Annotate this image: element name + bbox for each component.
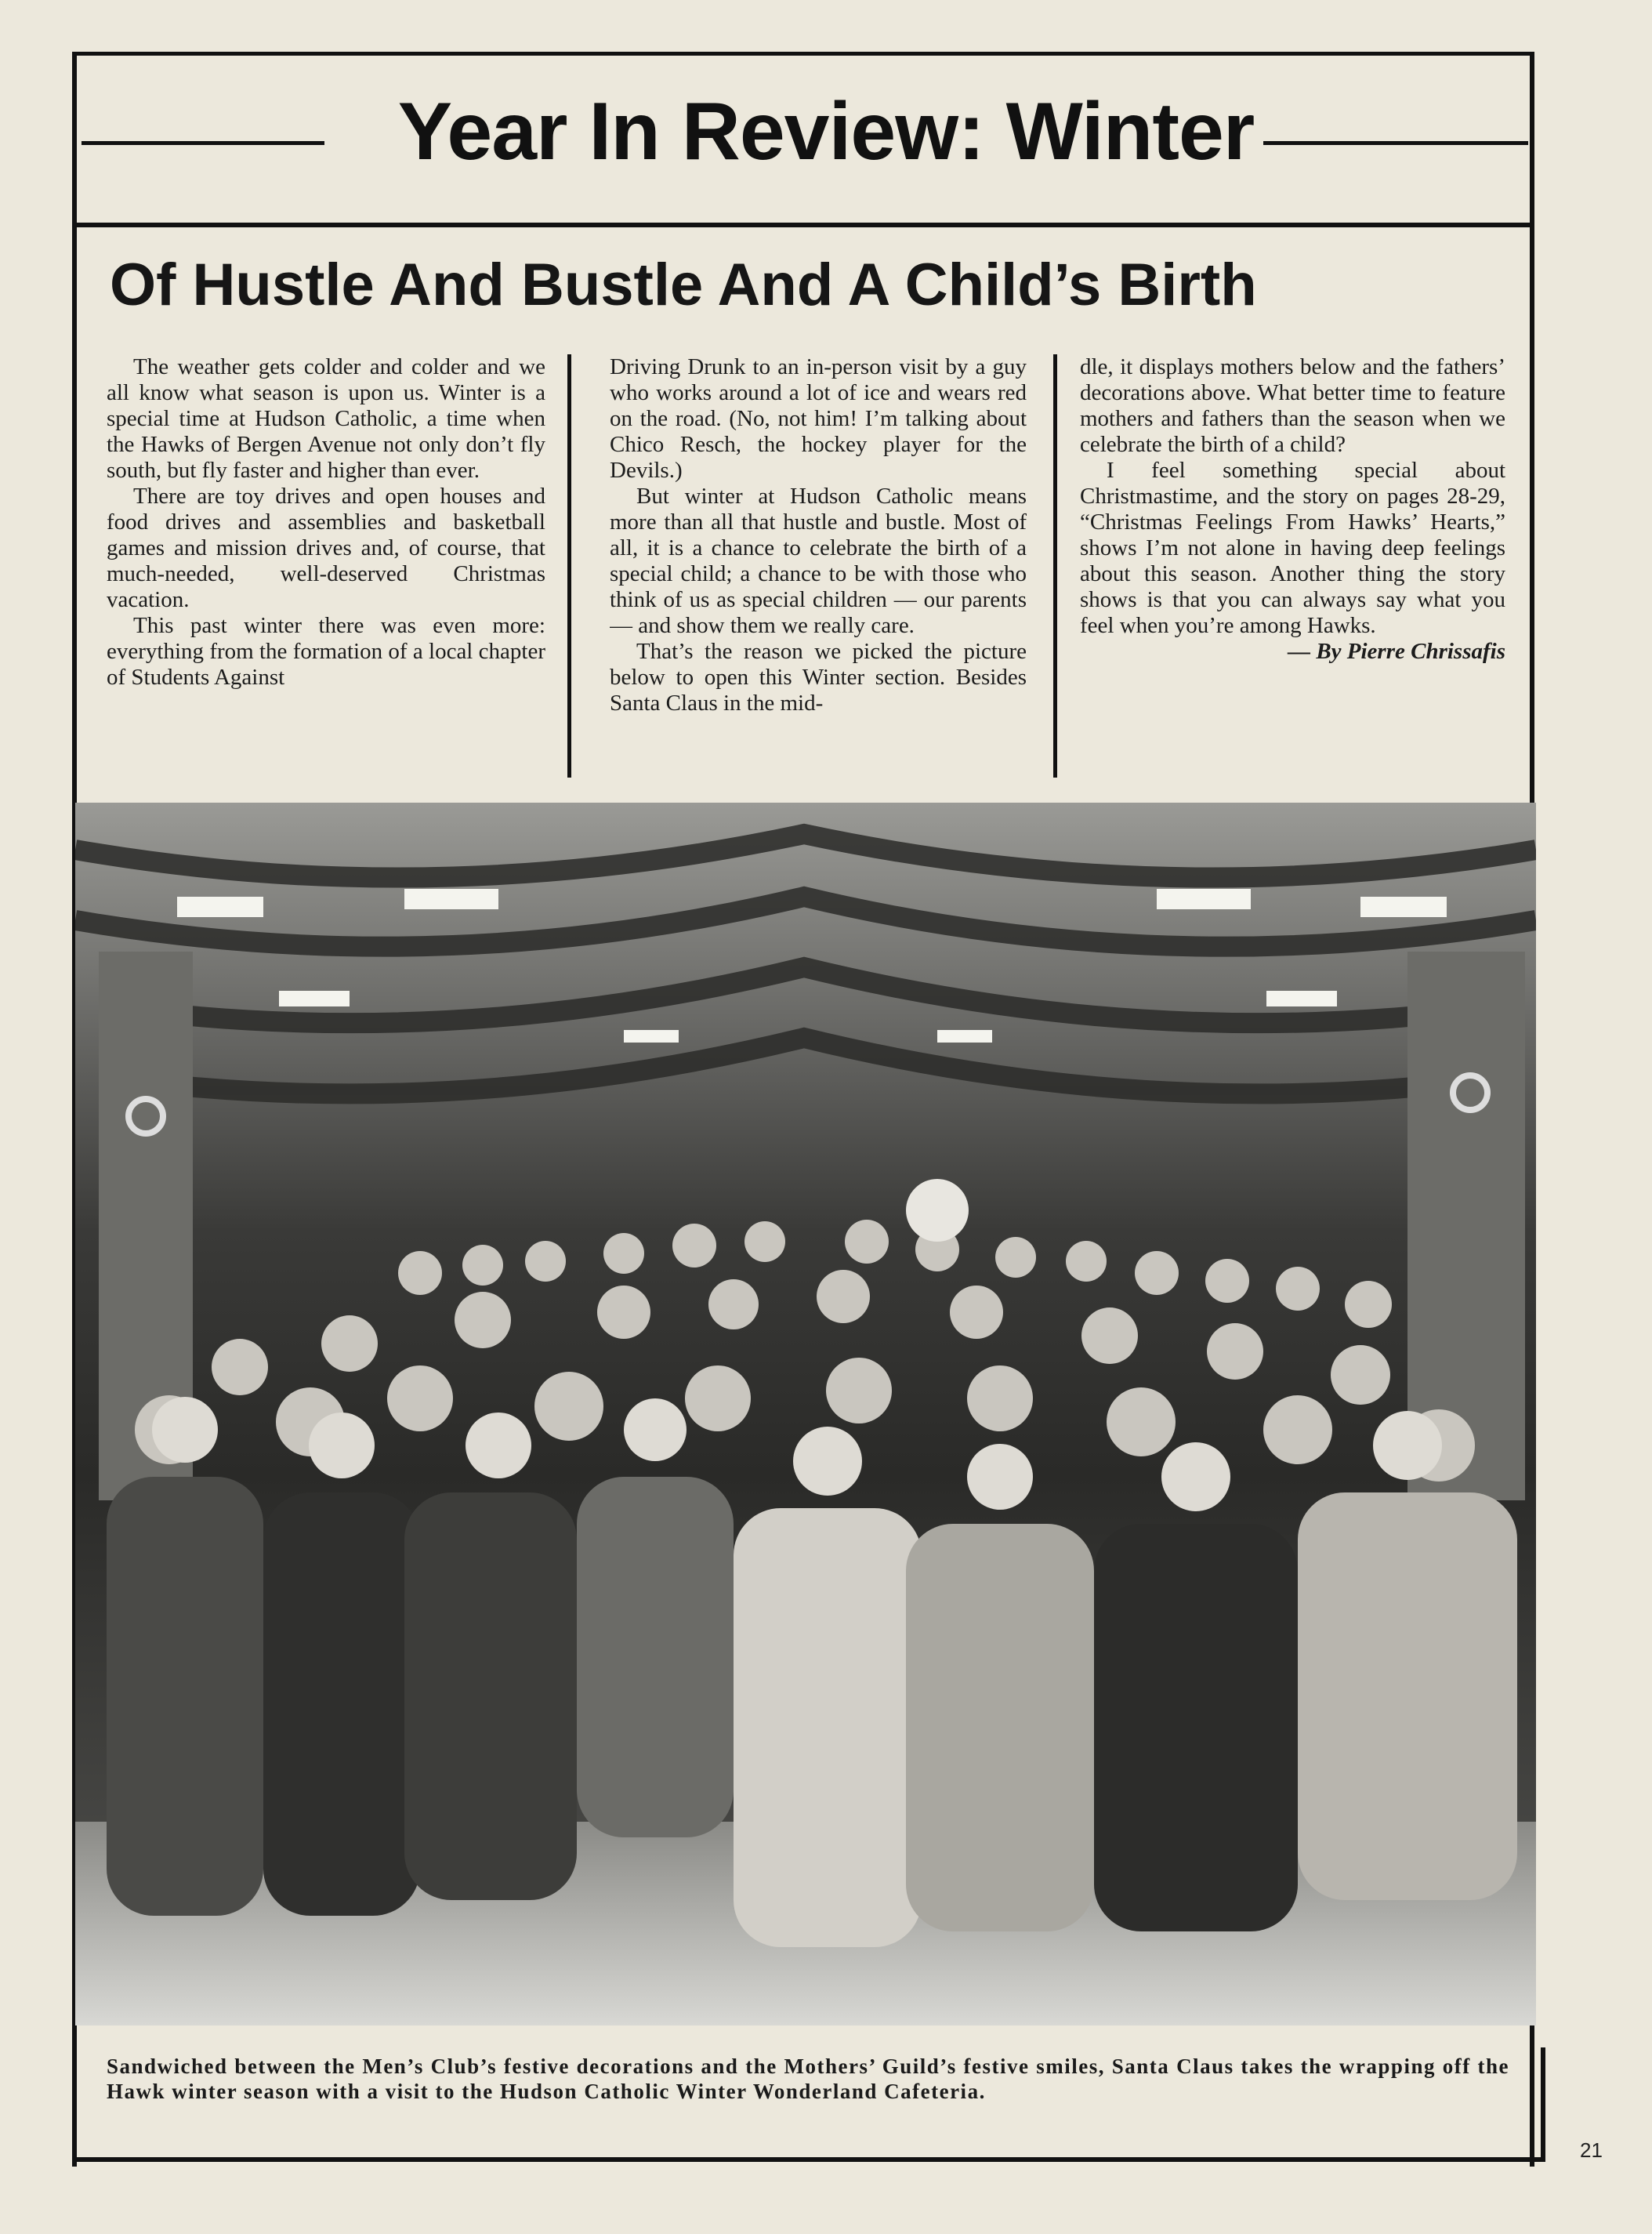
front-row: [107, 1477, 1517, 1947]
paragraph: Driving Drunk to an in-person visit by a guy who works around a lot of ice and wears red on the road. (No, not him! I’m talking about Chico Resch, the hockey player for the Devils.): [610, 354, 1027, 483]
paragraph: This past winter there was even more: everything from the formation of a local chapter of Students Against: [107, 613, 545, 690]
article-headline: Of Hustle And Bustle And A Child’s Birth: [110, 252, 1257, 318]
column-divider: [1053, 354, 1057, 778]
article-column-1: [107, 354, 545, 778]
paragraph: But winter at Hudson Catholic means more than all that hustle and bustle. Most of all, it is a chance to celebrate the birth of a special child; a chance to be with those who think of us as special children — our parents — and show them we really care.: [610, 484, 1027, 638]
article-column-2: [610, 354, 1027, 778]
paragraph: That’s the reason we picked the picture below to open this Winter section. Besides Santa Claus in the mid-: [610, 639, 1027, 716]
photo-caption: Sandwiched between the Men’s Club’s festive decorations and the Mothers’ Guild’s festive smiles, Santa Claus takes the wrapping off the Hawk winter season with a visit to the Hudson Catholic Winter Wonderland Cafeteria.: [107, 2054, 1509, 2103]
paragraph: I feel something special about Christmastime, and the story on pages 28-29, “Christmas Feelings From Hawks’ Hearts,” shows I’m not alone in having deep feelings about this season. Another thing the story shows is that you can always say what you feel when you’re among Hawks.: [1080, 458, 1505, 638]
paragraph: There are toy drives and open houses and food drives and assemblies and basketball games and mission drives and, of course, that much-needed, well-deserved Christmas vacation.: [107, 484, 545, 612]
article-column-3: [1080, 354, 1505, 778]
page-number: 21: [1580, 2138, 1603, 2162]
group-photo: [75, 803, 1536, 2025]
column-divider: [567, 354, 571, 778]
byline: — By Pierre Chrissafis: [1288, 639, 1505, 664]
paragraph: dle, it displays mothers below and the fathers’ decorations above. What better time to feature mothers and fathers than the season when we celebrate the birth of a child?: [1080, 354, 1505, 457]
paragraph: The weather gets colder and colder and we all know what season is upon us. Winter is a special time at Hudson Catholic, a time when the Hawks of Bergen Avenue not only don’t fly south, but fly faster and higher than ever.: [107, 354, 545, 483]
section-title: Year In Review: Winter: [397, 86, 1255, 177]
santa-claus: [906, 1179, 969, 1242]
